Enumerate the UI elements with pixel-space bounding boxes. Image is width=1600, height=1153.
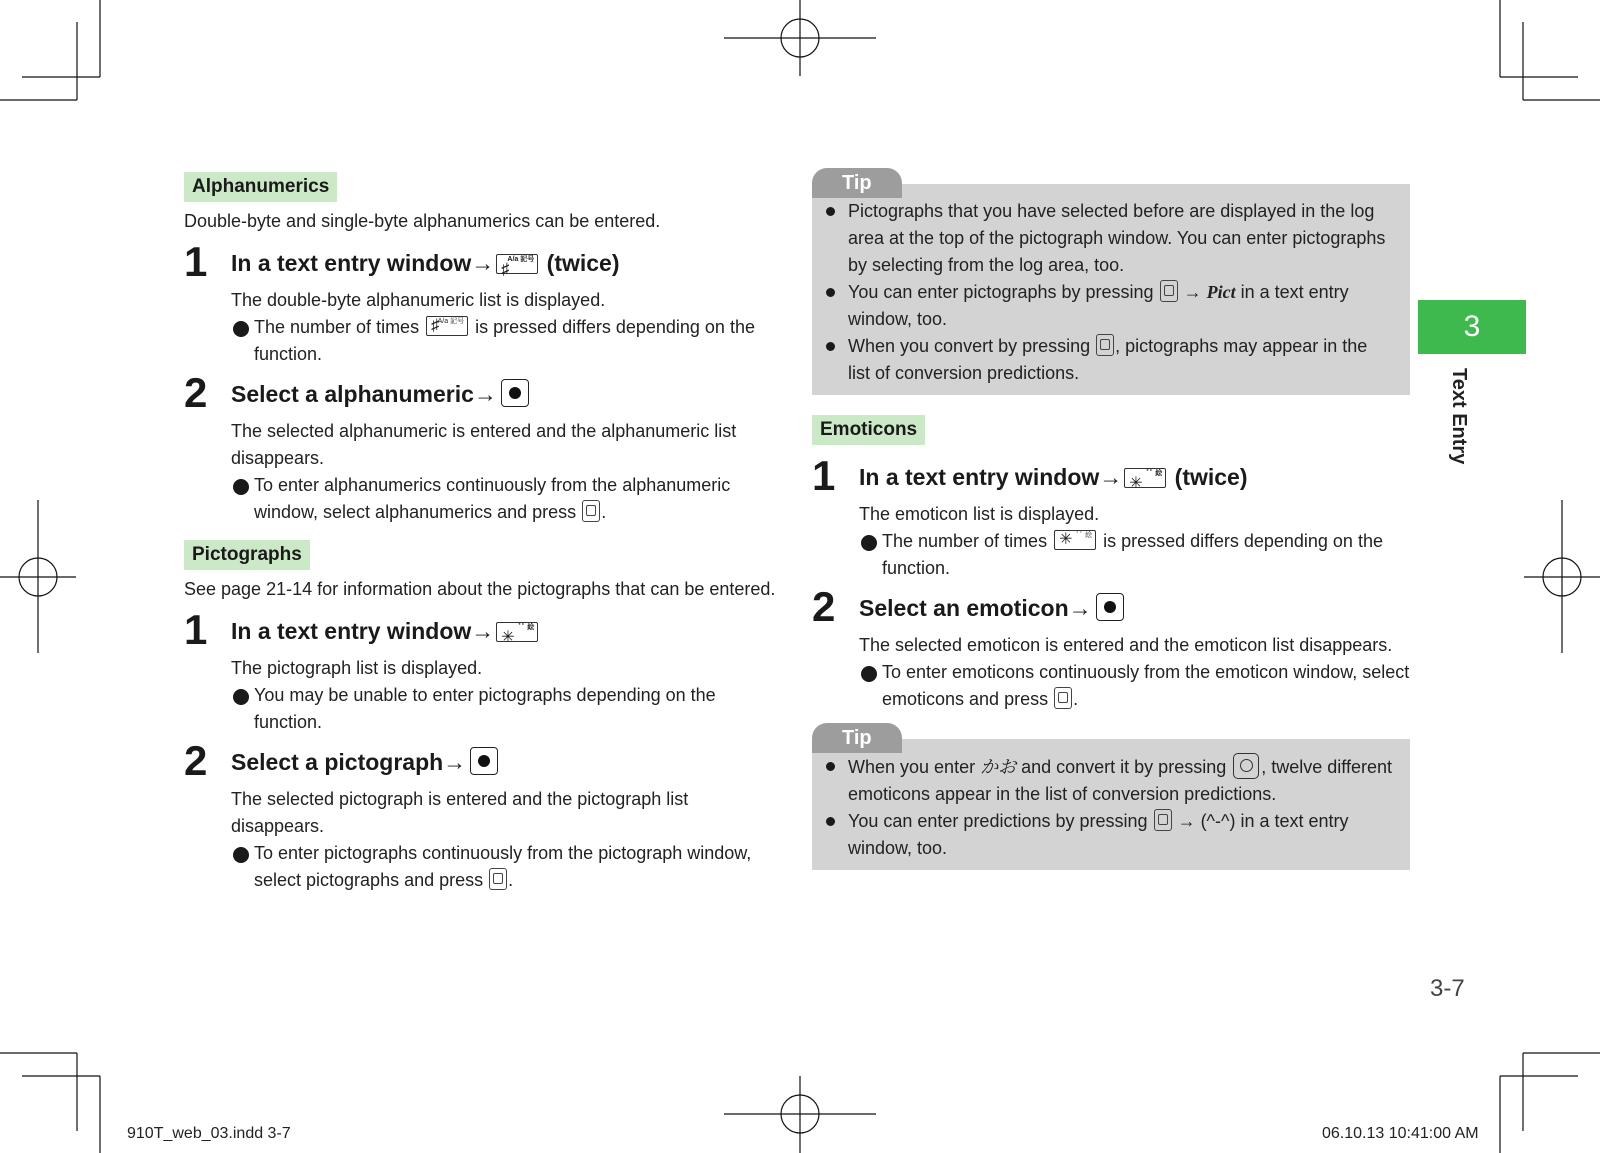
step-body (231, 418, 784, 526)
step-2 (812, 583, 1410, 713)
center-key-icon (470, 747, 498, 775)
bullet-note: To enter alphanumerics continuously from the alphanumeric window, select alphanumerics and press . (231, 472, 784, 526)
bullet-note: To enter emoticons continuously from the emoticon window, select emoticons and press . (859, 659, 1410, 713)
mail-key-icon (1160, 280, 1178, 302)
pictographs-section (184, 540, 784, 894)
step-result: The selected alphanumeric is entered and the alphanumeric list disappears. (231, 421, 737, 468)
step-body (859, 632, 1410, 713)
step-1 (184, 238, 784, 368)
tip-item: When you convert by pressing , pictographs may appear in the list of conversion predictions. (826, 333, 1394, 387)
step-result: The pictograph list is displayed. (231, 658, 483, 678)
tip-item: You can enter predictions by pressing → (^-^) in a text entry window, too. (826, 808, 1394, 862)
section-label-alphanumerics: Alphanumerics (184, 172, 337, 202)
step-body (231, 655, 784, 736)
step-2 (184, 369, 784, 526)
step-body (231, 786, 784, 894)
tip-item: Pictographs that you have selected before are displayed in the log area at the top of the pictograph window. You can enter pictographs by selecting from the log area, too. (826, 198, 1394, 279)
step-number: 2 (812, 583, 836, 630)
tip-box (812, 172, 1410, 395)
step-title-text: In a text entry window→ (231, 250, 495, 276)
bullet-note: The number of times ♯ A/a 記号 is pressed differs depending on the function. (231, 314, 784, 368)
bullet-note: The number of times ✳ ﾞﾟ 絵 is pressed differs depending on the function. (859, 528, 1410, 582)
step-title: In a text entry window→ ✳ ﾞﾟ 絵 (231, 611, 784, 651)
step-result: The selected emoticon is entered and the emoticon list disappears. (859, 635, 1393, 655)
step-1 (812, 452, 1410, 582)
footer-file-info: 910T_web_03.indd 3-7 (127, 1125, 291, 1142)
section-description: See page 21-14 for information about the pictographs that can be entered. (184, 579, 776, 599)
step-number: 1 (184, 238, 208, 285)
asterisk-key-icon: ✳ ﾞﾟ 絵 (496, 622, 538, 642)
tip-box (812, 727, 1410, 870)
tip-label: Tip (812, 723, 902, 753)
left-column (184, 172, 784, 900)
tip-item: You can enter pictographs by pressing → Pict in a text entry window, too. (826, 279, 1394, 333)
page-number: 3-7 (1430, 975, 1465, 1002)
mail-key-icon (1054, 687, 1072, 709)
hash-key-icon: ♯ A/a 記号 (426, 316, 468, 336)
convert-key-icon (1233, 753, 1259, 779)
bullet-note: You may be unable to enter pictographs depending on the function. (231, 682, 784, 736)
step-number: 1 (184, 606, 208, 653)
step-title (231, 243, 784, 283)
kana-text: かお (980, 757, 1017, 777)
footer-timestamp: 06.10.13 10:41:00 AM (1322, 1125, 1479, 1142)
tip-label: Tip (812, 168, 902, 198)
chapter-title: Text Entry (1448, 368, 1470, 465)
step-title: Select a alphanumeric→ (231, 374, 784, 414)
step-body (859, 501, 1410, 582)
right-column (812, 168, 1410, 870)
step-number: 2 (184, 369, 208, 416)
section-description: Double-byte and single-byte alphanumerics can be entered. (184, 211, 661, 231)
center-key-icon (501, 379, 529, 407)
bullet-note: To enter pictographs continuously from the pictograph window, select pictographs and press . (231, 840, 784, 894)
section-label-pictographs: Pictographs (184, 540, 310, 570)
step-result: The double-byte alphanumeric list is displayed. (231, 290, 606, 310)
step-result: The emoticon list is displayed. (859, 504, 1100, 524)
step-2 (184, 737, 784, 894)
step-number: 2 (184, 737, 208, 784)
step-number: 1 (812, 452, 836, 499)
step-result: The selected pictograph is entered and the pictograph list disappears. (231, 789, 689, 836)
step-title-suffix: (twice) (546, 250, 620, 276)
mail-key-icon (582, 500, 600, 522)
alphanumerics-section (184, 172, 784, 526)
step-title: Select a pictograph→ (231, 742, 784, 782)
hash-key-icon: ♯ A/a 記号 (496, 254, 538, 274)
mail-key-icon (489, 868, 507, 890)
emoticons-section (812, 415, 1410, 713)
tip-item: When you enter かお and convert it by pressing , twelve different emoticons appear in the list of conversion predictions. (826, 753, 1394, 808)
section-label-emoticons: Emoticons (812, 415, 925, 445)
chapter-number-tab: 3 (1418, 300, 1526, 354)
asterisk-key-icon: ✳ ﾞﾟ 絵 (1054, 530, 1096, 550)
mail-key-icon (1096, 334, 1114, 356)
step-title: Select an emoticon→ (859, 588, 1410, 628)
step-body (231, 287, 784, 368)
mail-key-icon (1154, 809, 1172, 831)
asterisk-key-icon: ✳ ﾞﾟ 絵 (1124, 468, 1166, 488)
center-key-icon (1096, 593, 1124, 621)
pict-softkey-label: Pict (1206, 282, 1236, 302)
step-title: In a text entry window→ ✳ ﾞﾟ 絵 (twice) (859, 464, 1248, 492)
step-1 (184, 606, 784, 736)
